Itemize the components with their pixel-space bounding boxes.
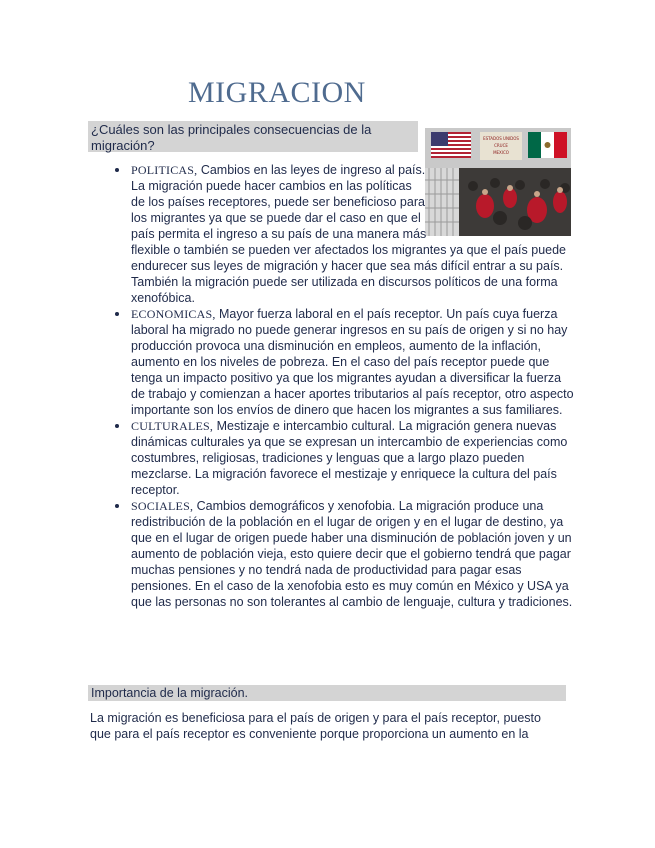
item-lead: CULTURALES, [131, 419, 214, 433]
list-item [115, 418, 575, 498]
item-text: Mestizaje e intercambio cultural. La migración genera nuevas dinámicas culturales ya que se expresan un intercambio de experiencias como costumbres, religiosas, tradiciones y lenguas que a largo plazo pueden mezclarse. La migración favorece el mestizaje y enriquece la cultura del país receptor. [131, 419, 568, 497]
bullet-icon [115, 504, 119, 508]
sign-line: MEXICO [493, 150, 509, 155]
sign-line: ESTADOS UNIDOS [483, 136, 519, 141]
section-heading: Importancia de la migración. [91, 686, 249, 700]
list-item [115, 498, 575, 610]
item-lead: ECONOMICAS, [131, 307, 216, 321]
item-text: Cambios demográficos y xenofobia. La migración produce una redistribución de la población en el lugar de origen y en el lugar de destino, ya que en el lugar de origen puede haber una disminución de población joven y un aumento de población vieja, esto quiere decir que el gobierno tendrá que pagar muchas pensiones y no tendrá nada de productividad para pagar esas pensiones. En el caso de la xenofobia esto es muy común en México y USA ya que las personas no son tolerantes al cambio de lenguaje, cultura y tradiciones. [131, 499, 573, 609]
bullet-icon [115, 424, 119, 428]
mexico-flag-icon [528, 132, 567, 158]
item-lead: SOCIALES, [131, 499, 194, 513]
list-item [115, 162, 575, 306]
consequences-list [115, 162, 575, 610]
sign-line: CRUCE [494, 143, 508, 148]
bullet-icon [115, 312, 119, 316]
question-heading: ¿Cuáles son las principales consecuencias de la migración? [91, 122, 372, 153]
document-title: MIGRACION [188, 76, 366, 109]
bullet-icon [115, 168, 119, 172]
us-flag-icon [431, 132, 471, 158]
item-text: Cambios en las leyes de ingreso al país. La migración puede hacer cambios en las políticas de los países receptores, puede ser beneficioso para los migrantes ya que se puede dar el caso en que el país permita el ingreso a su país de una manera más flexible o también se pueden ver afectados los migrantes ya que el país puede endurecer sus leyes de migración y hacer que sea más difícil entrar a su país. También la migración puede ser utilizada en discursos políticos de una forma xenofóbica. [131, 163, 566, 305]
image-wrap-space [429, 162, 575, 232]
item-text: Mayor fuerza laboral en el país receptor. Un país cuya fuerza laboral ha migrado no puede generar ingresos en su país de origen y si no hay producción provoca una disminución en empleos, aumento de la inflación, aumento en los niveles de pobreza. En el caso del país receptor puede que tenga un impacto positivo ya que los migrantes ayudan a diversificar la fuerza de trabajo y comienzan a hacer aportes tributarios al país receptor, otro aspecto importante son los envíos de dinero que hacen los migrantes a sus familiares. [131, 307, 574, 417]
list-item [115, 306, 575, 418]
section-paragraph: La migración es beneficiosa para el país de origen y para el país receptor, puesto que para el país receptor es conveniente porque proporciona un aumento en la [90, 711, 541, 741]
item-lead: POLITICAS, [131, 163, 198, 177]
